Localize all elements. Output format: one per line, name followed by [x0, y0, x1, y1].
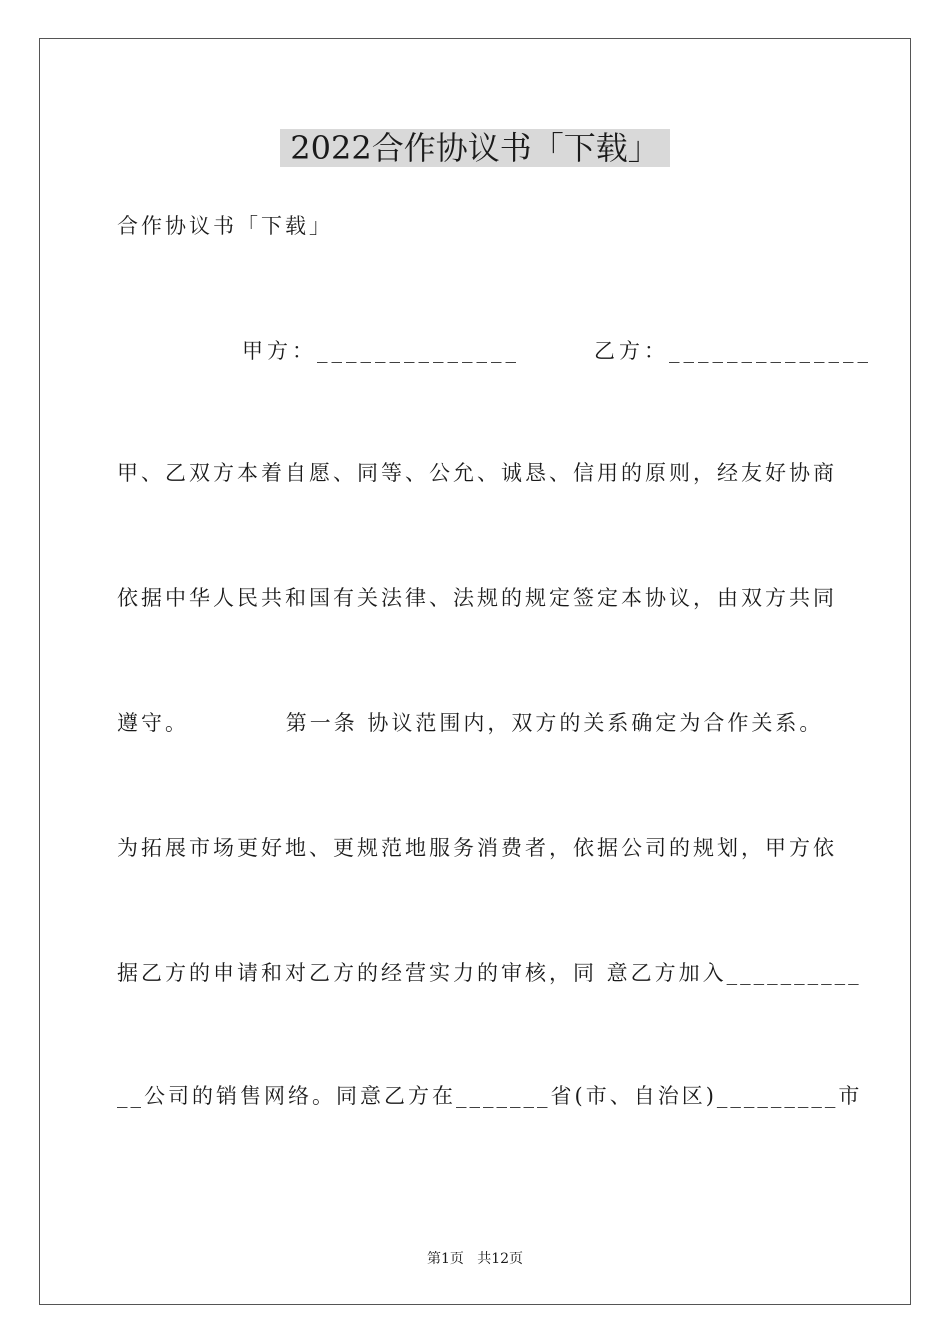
page-footer: 第1页 共12页 — [426, 1251, 524, 1267]
document-subtitle: 合作协议书「下载」 — [117, 214, 333, 238]
paragraph-line: 依据中华人民共和国有关法律、法规的规定签定本协议，由双方共同 — [117, 586, 837, 610]
paragraph-line: __公司的销售网络。同意乙方在_______省(市、自治区)_________市 — [117, 1084, 863, 1108]
paragraph-line: 甲、乙双方本着自愿、同等、公允、诚恳、信用的原则，经友好协商 — [117, 461, 837, 485]
party-a-field: 甲方：______________ — [242, 339, 520, 363]
party-b-field: 乙方：______________ — [594, 339, 872, 363]
document-title: 2022合作协议书「下载」 — [280, 129, 669, 167]
paragraph-line: 为拓展市场更好地、更规范地服务消费者，依据公司的规划，甲方依 — [117, 836, 837, 860]
paragraph-line: 遵守。 第一条 协议范围内，双方的关系确定为合作关系。 — [117, 711, 824, 735]
paragraph-line: 据乙方的申请和对乙方的经营实力的审核，同 意乙方加入__________ — [117, 961, 862, 985]
document-title-wrap — [0, 128, 950, 168]
